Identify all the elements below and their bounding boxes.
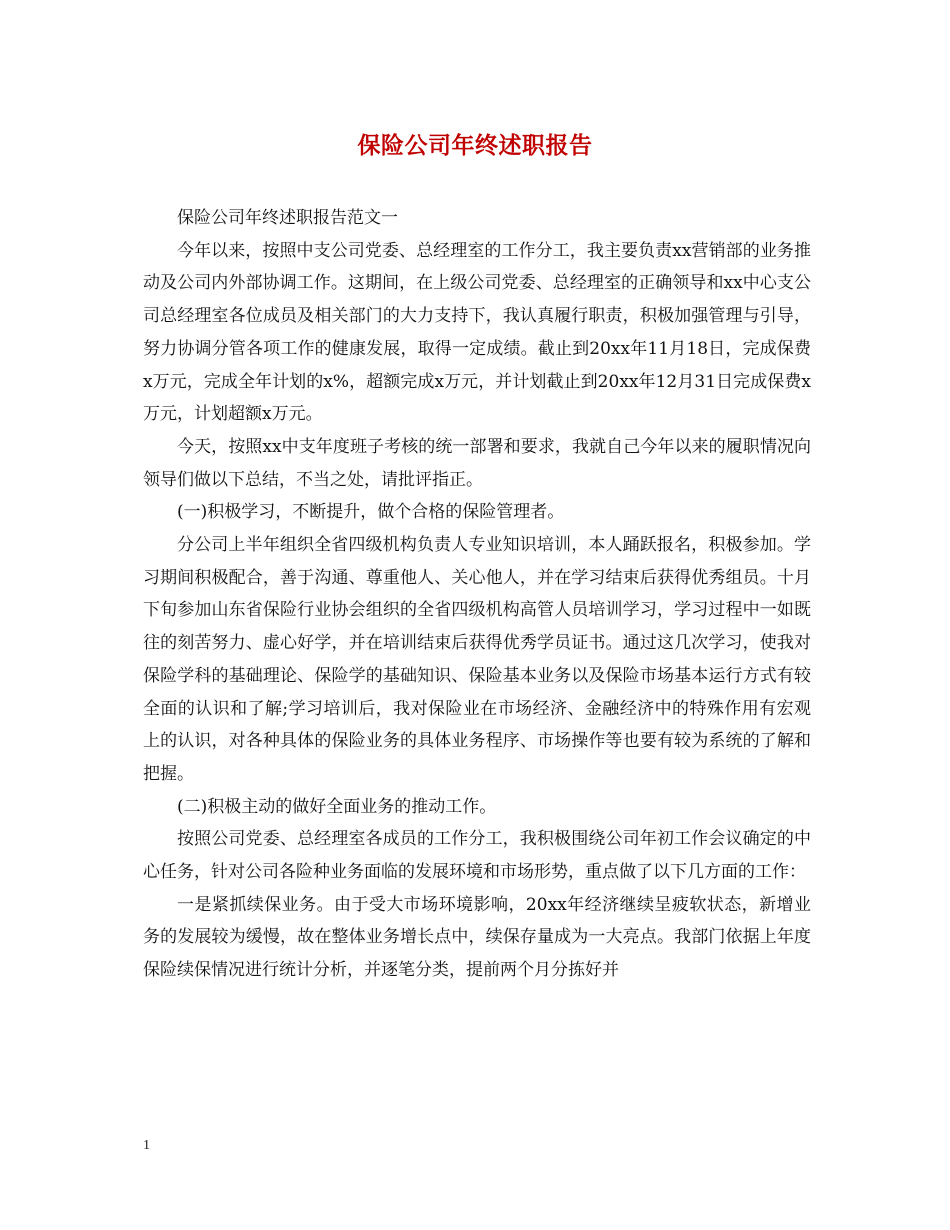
document-title: 保险公司年终述职报告: [357, 132, 593, 159]
paragraph: 按照公司党委、总经理室各成员的工作分工，我积极围绕公司年初工作会议确定的中心任务，针对公司各险种业务面临的发展环境和市场形势，重点做了以下几方面的工作：: [143, 829, 811, 883]
page-number: 1: [143, 1138, 150, 1153]
paragraph: 今年以来，按照中支公司党委、总经理室的工作分工，我主要负责xx营销部的业务推动及公司内外部协调工作。这期间，在上级公司党委、总经理室的正确领导和xx中心支公司总经理室各位成员及相关部门的大力支持下，我认真履行职责，积极加强管理与引导，努力协调分管各项工作的健康发展，取得一定成绩。截止到20xx年11月18日，完成保费x万元，完成全年计划的x%，超额完成x万元，并计划截止到20xx年12月31日完成保费x万元，计划超额x万元。: [143, 240, 811, 425]
paragraph: 一是紧抓续保业务。由于受大市场环境影响，20xx年经济继续呈疲软状态，新增业务的发展较为缓慢，故在整体业务增长点中，续保存量成为一大亮点。我部门依据上年度保险续保情况进行统计分析，并逐笔分类，提前两个月分拣好并: [143, 894, 811, 981]
section-heading: (一)积极学习，不断提升，做个合格的保险管理者。: [177, 502, 565, 523]
section-heading: (二)积极主动的做好全面业务的推动工作。: [177, 796, 497, 817]
document-body: [143, 202, 811, 987]
paragraph-subtitle: 保险公司年终述职报告范文一: [177, 208, 398, 228]
paragraph: 分公司上半年组织全省四级机构负责人专业知识培训，本人踊跃报名，积极参加。学习期间积极配合，善于沟通、尊重他人、关心他人，并在学习结束后获得优秀组员。十月下旬参加山东省保险行业协会组织的全省四级机构高管人员培训学习，学习过程中一如既往的刻苦努力、虚心好学，并在培训结束后获得优秀学员证书。通过这几次学习，使我对保险学科的基础理论、保险学的基础知识、保险基本业务以及保险市场基本运行方式有较全面的认识和了解;学习培训后，我对保险业在市场经济、金融经济中的特殊作用有宏观上的认识，对各种具体的保险业务的具体业务程序、市场操作等也要有较为系统的了解和把握。: [143, 535, 811, 784]
paragraph: 今天，按照xx中支年度班子考核的统一部署和要求，我就自己今年以来的履职情况向领导们做以下总结，不当之处，请批评指正。: [143, 436, 811, 490]
